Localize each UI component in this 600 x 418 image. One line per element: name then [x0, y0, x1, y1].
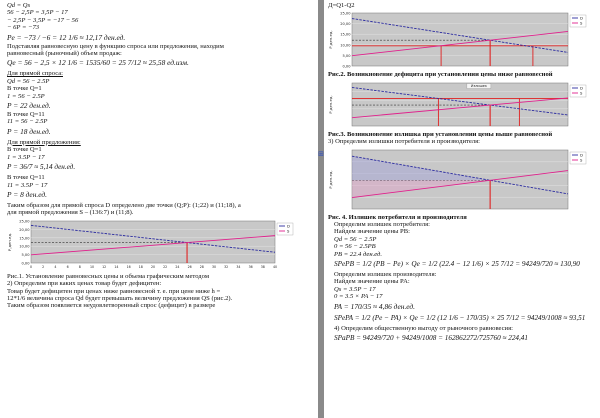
surplus-callout-label: Излишек	[470, 84, 487, 89]
legend-label: S	[580, 157, 583, 163]
x-tick-label: 34	[236, 264, 241, 269]
equation-line: − 6P = −73	[7, 24, 40, 32]
equation-line: 11 = 56 − 2.5P	[7, 118, 48, 126]
surplus-chart	[328, 80, 590, 130]
x-tick-label: 4	[54, 264, 57, 269]
y-tick-label: 20,00	[19, 227, 30, 232]
section-heading: Определим излишек потребителя:	[334, 221, 430, 229]
consumer-producer-surplus-chart	[328, 147, 590, 213]
y-tick-label: 25,00	[19, 219, 30, 224]
point-heading: В точке Q=11	[7, 174, 45, 182]
y-tick-label: 10,00	[19, 244, 30, 249]
y-tick-label: 15,00	[19, 236, 30, 241]
x-tick-label: 0	[29, 264, 33, 269]
section-heading: Для прямой предложения:	[7, 138, 81, 146]
y-tick-label: 20,00	[340, 22, 351, 27]
point-heading: В точке Q=1	[7, 146, 42, 154]
section-heading: Найдем значение цены PB:	[334, 228, 410, 236]
equation-line: 1 = 56 − 2.5P	[7, 92, 45, 100]
legend-box	[570, 152, 586, 164]
section-heading: Найдем значение цены PA:	[334, 278, 410, 286]
consumer-surplus-formula: SPePB = 1/2 (PB − Pe) × Qe = 1/2 (22.4 − 12 1/6) × 25 7/12 = 94249/720 ≈ 130,90	[334, 260, 580, 269]
legend-label: D	[580, 152, 583, 158]
section-heading: 4) Определим общественную выгоду от рыночного равновесия:	[334, 324, 513, 332]
x-tick-label: 24	[175, 264, 180, 269]
deficit-formula: Д=Q1-Q2	[328, 2, 355, 9]
x-tick-label: 2	[42, 264, 45, 269]
figure-caption: Рис. 4. Излишек потребителя и производителя	[328, 213, 467, 221]
y-tick-label: 10,00	[340, 43, 351, 48]
plot-area	[352, 13, 568, 66]
x-tick-label: 6	[66, 264, 69, 269]
point-heading: В точке Q=1	[7, 85, 42, 93]
legend-box	[570, 15, 586, 27]
y-tick-label: 0,00	[21, 261, 30, 266]
x-tick-label: 22	[163, 264, 168, 269]
total-surplus-formula: SPaPB = 94249/720 + 94249/1008 = 162862272/725760 ≈ 224,41	[334, 334, 528, 343]
equilibrium-condition: Qd = Qs	[7, 2, 31, 9]
producer-surplus-formula: SPePA = 1/2 (Pe − PA) × Qe = 1/2 (12 1/6 − 170/35) × 25 7/12 = 94249/1008 ≈ 93,51	[334, 313, 586, 322]
x-tick-label: 38	[260, 264, 265, 269]
y-tick-label: 25,00	[340, 11, 351, 16]
price-result: P = 36/7 ≈ 5,14 ден.ед.	[7, 163, 76, 172]
equilibrium-quantity: Qe = 56 − 2,5 × 12 1/6 = 1535/60 = 25 7/12 ≈ 25,58 ед.изм.	[7, 58, 189, 68]
figure-caption: Рис.3. Возникновение излишка при установлении цены выше равновесной	[328, 130, 553, 138]
section-heading: Определим излишек производителя:	[334, 271, 437, 279]
figure-3	[328, 80, 596, 130]
paragraph-line: Таким образом появляется неудовлетворенный спрос (дефицит) в размере	[7, 302, 216, 310]
x-tick-label: 12	[102, 264, 107, 269]
price-result: P = 18 ден.ед.	[7, 126, 51, 136]
equation-line: 11 = 3.5P − 17	[7, 181, 48, 189]
section-heading: 2) Определим при каких ценах товар будет дефицитен:	[7, 280, 162, 288]
right-page	[324, 0, 600, 418]
x-tick-label: 18	[138, 264, 143, 269]
point-heading: В точке Q=11	[7, 111, 45, 119]
legend-box	[277, 223, 293, 235]
equation-line: Qd = 56 − 2.5P	[334, 235, 377, 243]
legend-label: S	[287, 228, 290, 234]
legend-label: D	[580, 85, 583, 91]
paragraph-line: равновесный (рыночный) объем продаж:	[7, 50, 122, 58]
equation-line: Qd = 56 − 2.5P	[7, 77, 50, 85]
x-tick-label: 30	[211, 264, 217, 269]
plot-area	[352, 83, 568, 126]
paragraph-line: Подставляя равновесную цену в функцию спроса или предложения, находим	[7, 42, 224, 50]
price-result: P = 22 ден.ед.	[7, 101, 51, 111]
section-heading: 3) Определим излишки потребителя и производителя:	[328, 138, 480, 146]
x-tick-label: 40	[272, 264, 278, 269]
equation-line: 0 = 56 − 2.5PB	[334, 243, 376, 251]
equation-line: − 2,5P − 3,5P = −17 − 56	[7, 16, 79, 24]
price-result: PA = 170/35 ≈ 4,86 ден.ед.	[334, 301, 415, 311]
paragraph-line: 12*1/6 величина спроса Qd будет превышать величину предложения QS (рис.2).	[7, 294, 233, 302]
x-tick-label: 20	[150, 264, 156, 269]
y-tick-label: 15,00	[340, 33, 351, 38]
y-axis-label: Р,ден.ед.	[7, 232, 12, 251]
section-heading: Для прямой спроса:	[7, 70, 63, 78]
equation-line: 1 = 3.5P − 17	[7, 153, 45, 161]
paragraph-line: для прямой предложения S – (136:7) и (11;8).	[7, 209, 134, 217]
price-result: PB = 22.4 ден.ед.	[334, 250, 382, 258]
figure-caption: Рис.2. Возникновение дефицита при установлении цены ниже равновесной	[328, 71, 553, 79]
equation-line: 0 = 3.5 × PA − 17	[334, 293, 383, 301]
y-tick-label: 5,00	[342, 54, 351, 59]
deficit-chart	[328, 10, 590, 70]
equation-line: 56 − 2,5P = 3,5P − 17	[7, 9, 68, 17]
figure-caption: Рис.1. Установление равновесных цены и объема графическим методом	[7, 272, 209, 280]
paragraph-line: Таким образом для прямой спроса D определено две точки (Q;P): (1;22) и (11;18), а	[7, 201, 241, 209]
y-axis-label: Р,ден.ед.	[328, 169, 333, 189]
x-tick-label: 10	[89, 264, 95, 269]
y-tick-label: 5,00	[21, 252, 30, 257]
legend-label: D	[580, 15, 583, 21]
y-axis-label: Р,ден.ед.	[328, 30, 333, 50]
x-tick-label: 32	[224, 264, 229, 269]
price-result: P = 8 ден.ед.	[7, 189, 47, 199]
y-tick-label: 0,00	[342, 64, 351, 69]
collapse-toggle-icon[interactable]: ⊞	[318, 150, 324, 158]
equation-line: Qs = 3.5P − 17	[334, 285, 376, 293]
legend-box	[570, 85, 586, 97]
paragraph-line: Товар будет дефицитен при ценах ниже равновесной т. е. при цене ниже h =	[7, 287, 221, 295]
equilibrium-chart	[7, 218, 297, 272]
legend-label: D	[287, 223, 290, 229]
plot-area	[31, 221, 275, 263]
equilibrium-price: Pe = −73 / −6 = 12 1/6 ≈ 12,17 ден.ед.	[7, 32, 126, 42]
x-tick-label: 8	[78, 264, 81, 269]
x-tick-label: 26	[187, 264, 192, 269]
figure-4	[328, 147, 596, 213]
x-tick-label: 16	[126, 264, 131, 269]
x-tick-label: 28	[199, 264, 204, 269]
x-tick-label: 36	[248, 264, 253, 269]
legend-label: S	[580, 20, 583, 26]
figure-1	[7, 218, 312, 272]
figure-2	[328, 10, 596, 70]
legend-label: S	[580, 90, 583, 96]
x-tick-label: 14	[114, 264, 119, 269]
y-axis-label: Р,ден.ед.	[328, 95, 333, 114]
